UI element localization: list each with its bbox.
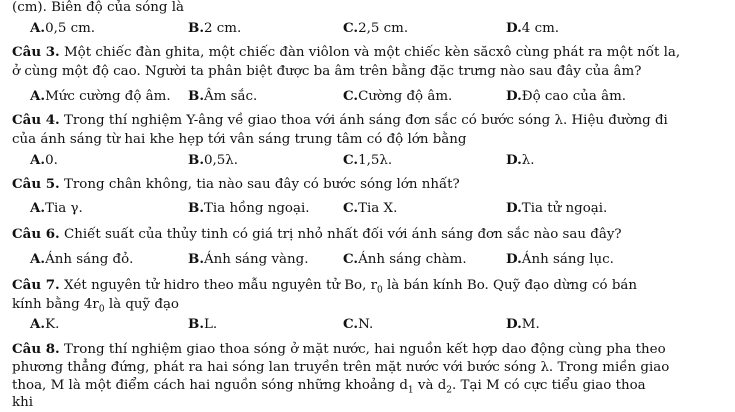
intro-option-c: C.2,5 cm.	[343, 20, 409, 36]
question-4-option-d: D.λ.	[506, 152, 535, 168]
question-3-line-1: Câu 3. Một chiếc đàn ghita, một chiếc đàn viôlon và một chiếc kèn săcxô cùng phát ra một nốt la,	[12, 44, 681, 60]
question-7-line-2: kính bằng $4r_0$ là quỹ đạo	[12, 297, 179, 315]
subscript-zero: 0	[98, 304, 105, 315]
question-4-option-c: C.1,5λ.	[343, 152, 393, 168]
question-5-option-c: C.Tia X.	[343, 200, 398, 216]
question-7-option-a: A.K.	[30, 316, 60, 332]
question-7-option-c: C.N.	[343, 316, 374, 332]
question-3-option-d: D.Độ cao của âm.	[506, 88, 627, 104]
question-4-line-2: của ánh sáng từ hai khe hẹp tới vân sáng trung tâm có độ lớn bằng	[12, 132, 467, 147]
intro-option-d: D.4 cm.	[506, 20, 560, 36]
question-6-option-a: A.Ánh sáng đỏ.	[30, 251, 134, 267]
question-4-option-a: A.0.	[30, 152, 58, 168]
question-6-option-c: C.Ánh sáng chàm.	[343, 251, 467, 267]
question-6-option-b: B.Ánh sáng vàng.	[188, 251, 309, 267]
question-8-line-3: thoa, M là một điểm cách hai nguồn sóng những khoảng $d_1$ và $d_2$. Tại M có cực tiểu giao thoa	[12, 378, 646, 396]
intro-option-b: B.2 cm.	[188, 20, 242, 36]
intro-option-a: A.0,5 cm.	[30, 20, 96, 36]
question-3-option-b: B.Âm sắc.	[188, 88, 258, 104]
question-7-option-b: B.L.	[188, 316, 218, 332]
question-8-line-2: phương thẳng đứng, phát ra hai sóng lan truyền trên mặt nước với bước sóng λ. Trong miền giao	[12, 360, 670, 375]
question-5-option-b: B.Tia hồng ngoại.	[188, 200, 310, 216]
question-4-line-1: Câu 4. Trong thí nghiệm Y-âng về giao thoa với ánh sáng đơn sắc có bước sóng λ. Hiệu đường đi	[12, 112, 668, 128]
intro-line: (cm). Biên độ của sóng là	[12, 0, 184, 15]
question-5-option-a: A.Tia γ.	[30, 200, 83, 216]
question-8-line-4: khi	[12, 395, 34, 410]
question-3-option-a: A.Mức cường độ âm.	[30, 88, 171, 104]
question-7-option-d: D.M.	[506, 316, 540, 332]
question-5-option-d: D.Tia tử ngoại.	[506, 200, 608, 216]
question-5-line-1: Câu 5. Trong chân không, tia nào sau đây có bước sóng lớn nhất?	[12, 176, 460, 192]
question-3-line-2: ở cùng một độ cao. Người ta phân biệt được ba âm trên bằng đặc trưng nào sau đây của âm?	[12, 64, 642, 79]
question-6-option-d: D.Ánh sáng lục.	[506, 251, 614, 267]
question-6-line-1: Câu 6. Chiết suất của thủy tinh có giá trị nhỏ nhất đối với ánh sáng đơn sắc nào sau đây?	[12, 226, 622, 242]
question-3-option-c: C.Cường độ âm.	[343, 88, 453, 104]
question-4-option-b: B.0,5λ.	[188, 152, 239, 168]
question-7-line-1: Câu 7. Xét nguyên tử hidro theo mẫu nguyên tử Bo, $r_0$ là bán kính Bo. Quỹ đạo dừng có bán	[12, 277, 638, 296]
question-8-line-1: Câu 8. Trong thí nghiệm giao thoa sóng ở mặt nước, hai nguồn kết hợp dao động cùng pha theo	[12, 341, 666, 357]
